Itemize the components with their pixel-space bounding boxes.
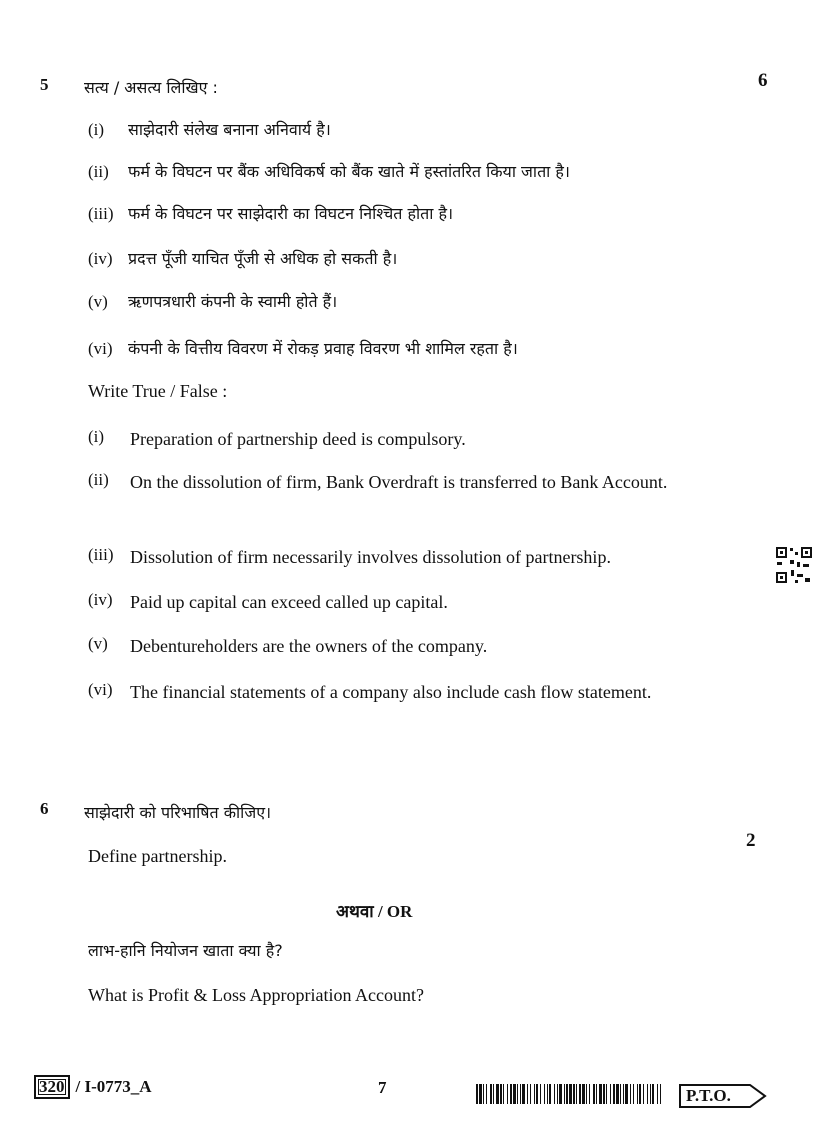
qr-code-icon <box>775 546 813 584</box>
item-label: (iii) <box>88 545 114 564</box>
q6-english-question: Define partnership. <box>88 846 227 866</box>
item-label: (i) <box>88 120 105 139</box>
item-label: (i) <box>88 427 105 446</box>
question-number-6: 6 <box>40 799 49 818</box>
or-separator: अथवा / OR <box>336 902 413 921</box>
hindi-item <box>88 290 337 312</box>
english-instruction: Write True / False : <box>88 381 228 401</box>
page-number: 7 <box>378 1078 387 1097</box>
marks-q5: 6 <box>758 70 768 91</box>
q6-hindi-alternative: लाभ-हानि नियोजन खाता क्या है? <box>88 941 283 960</box>
item-label: (ii) <box>88 470 109 489</box>
english-item: Preparation of partnership deed is compulsory. <box>130 429 466 449</box>
english-item: Dissolution of firm necessarily involves dissolution of partnership. <box>130 547 611 567</box>
item-text: प्रदत्त पूँजी याचित पूँजी से अधिक हो सकती है। <box>128 249 398 268</box>
hindi-item <box>88 202 453 224</box>
footer-code <box>34 1075 152 1099</box>
item-text: ऋणपत्रधारी कंपनी के स्वामी होते हैं। <box>128 292 338 311</box>
hindi-item <box>88 118 331 140</box>
item-label: (vi) <box>88 680 113 699</box>
item-label: (iv) <box>88 249 113 268</box>
paper-code: / I-0773_A <box>75 1077 152 1096</box>
pto-arrow <box>678 1082 768 1110</box>
item-text: फर्म के विघटन पर बैंक अधिविकर्ष को बैंक खाते में हस्तांतरित किया जाता है। <box>128 162 570 181</box>
english-item: Paid up capital can exceed called up capital. <box>130 592 448 612</box>
item-label: (v) <box>88 292 108 311</box>
hindi-instruction: सत्य / असत्य लिखिए : <box>84 78 218 97</box>
item-label: (ii) <box>88 162 109 181</box>
english-item: Debentureholders are the owners of the company. <box>130 636 488 656</box>
marks-q6: 2 <box>746 830 756 851</box>
item-label: (vi) <box>88 339 113 358</box>
q6-english-alternative: What is Profit & Loss Appropriation Account? <box>88 985 424 1005</box>
hindi-item <box>88 160 570 182</box>
question-number-5: 5 <box>40 75 49 94</box>
english-item: The financial statements of a company also include cash flow statement. <box>130 682 652 702</box>
hindi-item <box>88 337 518 359</box>
item-text: कंपनी के वित्तीय विवरण में रोकड़ प्रवाह विवरण भी शामिल रहता है। <box>128 339 518 358</box>
code-box: 320 <box>34 1075 70 1099</box>
pto-label: P.T.O. <box>686 1086 731 1105</box>
hindi-item <box>88 247 397 269</box>
q6-hindi-question: साझेदारी को परिभाषित कीजिए। <box>84 803 272 822</box>
item-text: साझेदारी संलेख बनाना अनिवार्य है। <box>128 120 331 139</box>
item-label: (iv) <box>88 590 113 609</box>
english-item: On the dissolution of firm, Bank Overdraft is transferred to Bank Account. <box>130 472 668 492</box>
item-text: फर्म के विघटन पर साझेदारी का विघटन निश्चित होता है। <box>128 204 454 223</box>
item-label: (v) <box>88 634 108 653</box>
barcode-icon <box>476 1084 664 1104</box>
item-label: (iii) <box>88 204 114 223</box>
